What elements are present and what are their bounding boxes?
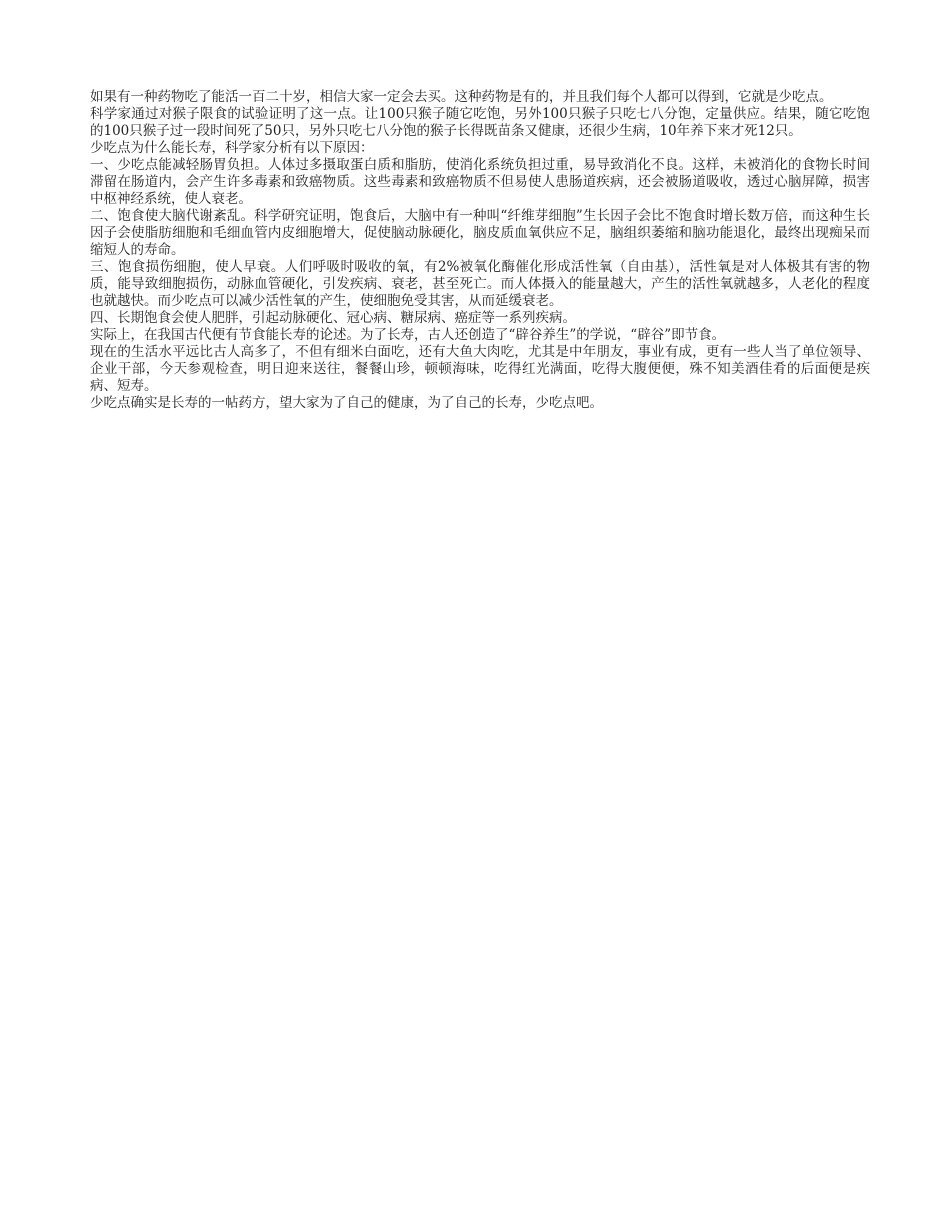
paragraph-reasons-heading: 少吃点为什么能长寿，科学家分析有以下原因： <box>90 140 374 156</box>
paragraph-modern-life: 现在的生活水平远比古人高多了，不但有细米白面吃，还有大鱼大肉吃，尤其是中年朋友，事业有成，更有一些人当了单位领导、企业干部，今天参观检查，明日迎来送往，餐餐山珍，顿顿海味，吃得红光满面，吃得大腹便便，殊不知美酒佳肴的后面便是疾病、短寿。 <box>90 344 870 394</box>
paragraph-reason-2: 二、饱食使大脑代谢紊乱。科学研究证明，饱食后，大脑中有一种叫“纤维芽细胞”生长因子会比不饱食时增长数万倍，而这种生长因子会使脂肪细胞和毛细血管内皮细胞增大，促使脑动脉硬化，脑皮质血氧供应不足，脑组织萎缩和脑功能退化，最终出现痴呆而缩短人的寿命。 <box>90 208 870 258</box>
paragraph-monkey-experiment: 科学家通过对猴子限食的试验证明了这一点。让100只猴子随它吃饱，另外100只猴子只吃七八分饱，定量供应。结果，随它吃饱的100只猴子过一段时间死了50只，另外只吃七八分饱的猴子长得既苗条又健康，还很少生病，10年养下来才死12只。 <box>90 106 870 139</box>
paragraph-reason-1: 一、少吃点能减轻肠胃负担。人体过多摄取蛋白质和脂肪，使消化系统负担过重，易导致消化不良。这样，未被消化的食物长时间滞留在肠道内，会产生许多毒素和致癌物质。这些毒素和致癌物质不但易使人患肠道疾病，还会被肠道吸收，透过心脑屏障，损害中枢神经系统，使人衰老。 <box>90 157 870 207</box>
paragraph-reason-3: 三、饱食损伤细胞，使人早衰。人们呼吸时吸收的氧，有2%被氧化酶催化形成活性氧（自由基），活性氧是对人体极其有害的物质，能导致细胞损伤，动脉血管硬化，引发疾病、衰老，甚至死亡。而人体摄入的能量越大，产生的活性氧就越多，人老化的程度也就越快。而少吃点可以减少活性氧的产生，使细胞免受其害，从而延缓衰老。 <box>90 259 870 309</box>
paragraph-ancient: 实际上，在我国古代便有节食能长寿的论述。为了长寿，古人还创造了“辟谷养生”的学说，“辟谷”即节食。 <box>90 327 726 343</box>
paragraph-intro: 如果有一种药物吃了能活一百二十岁，相信大家一定会去买。这种药物是有的，并且我们每个人都可以得到，它就是少吃点。 <box>90 89 833 105</box>
document-body <box>90 89 870 412</box>
paragraph-reason-4: 四、长期饱食会使人肥胖，引起动脉硬化、冠心病、糖尿病、癌症等一系列疾病。 <box>90 310 576 326</box>
paragraph-conclusion: 少吃点确实是长寿的一帖药方，望大家为了自己的健康，为了自己的长寿，少吃点吧。 <box>90 395 603 411</box>
